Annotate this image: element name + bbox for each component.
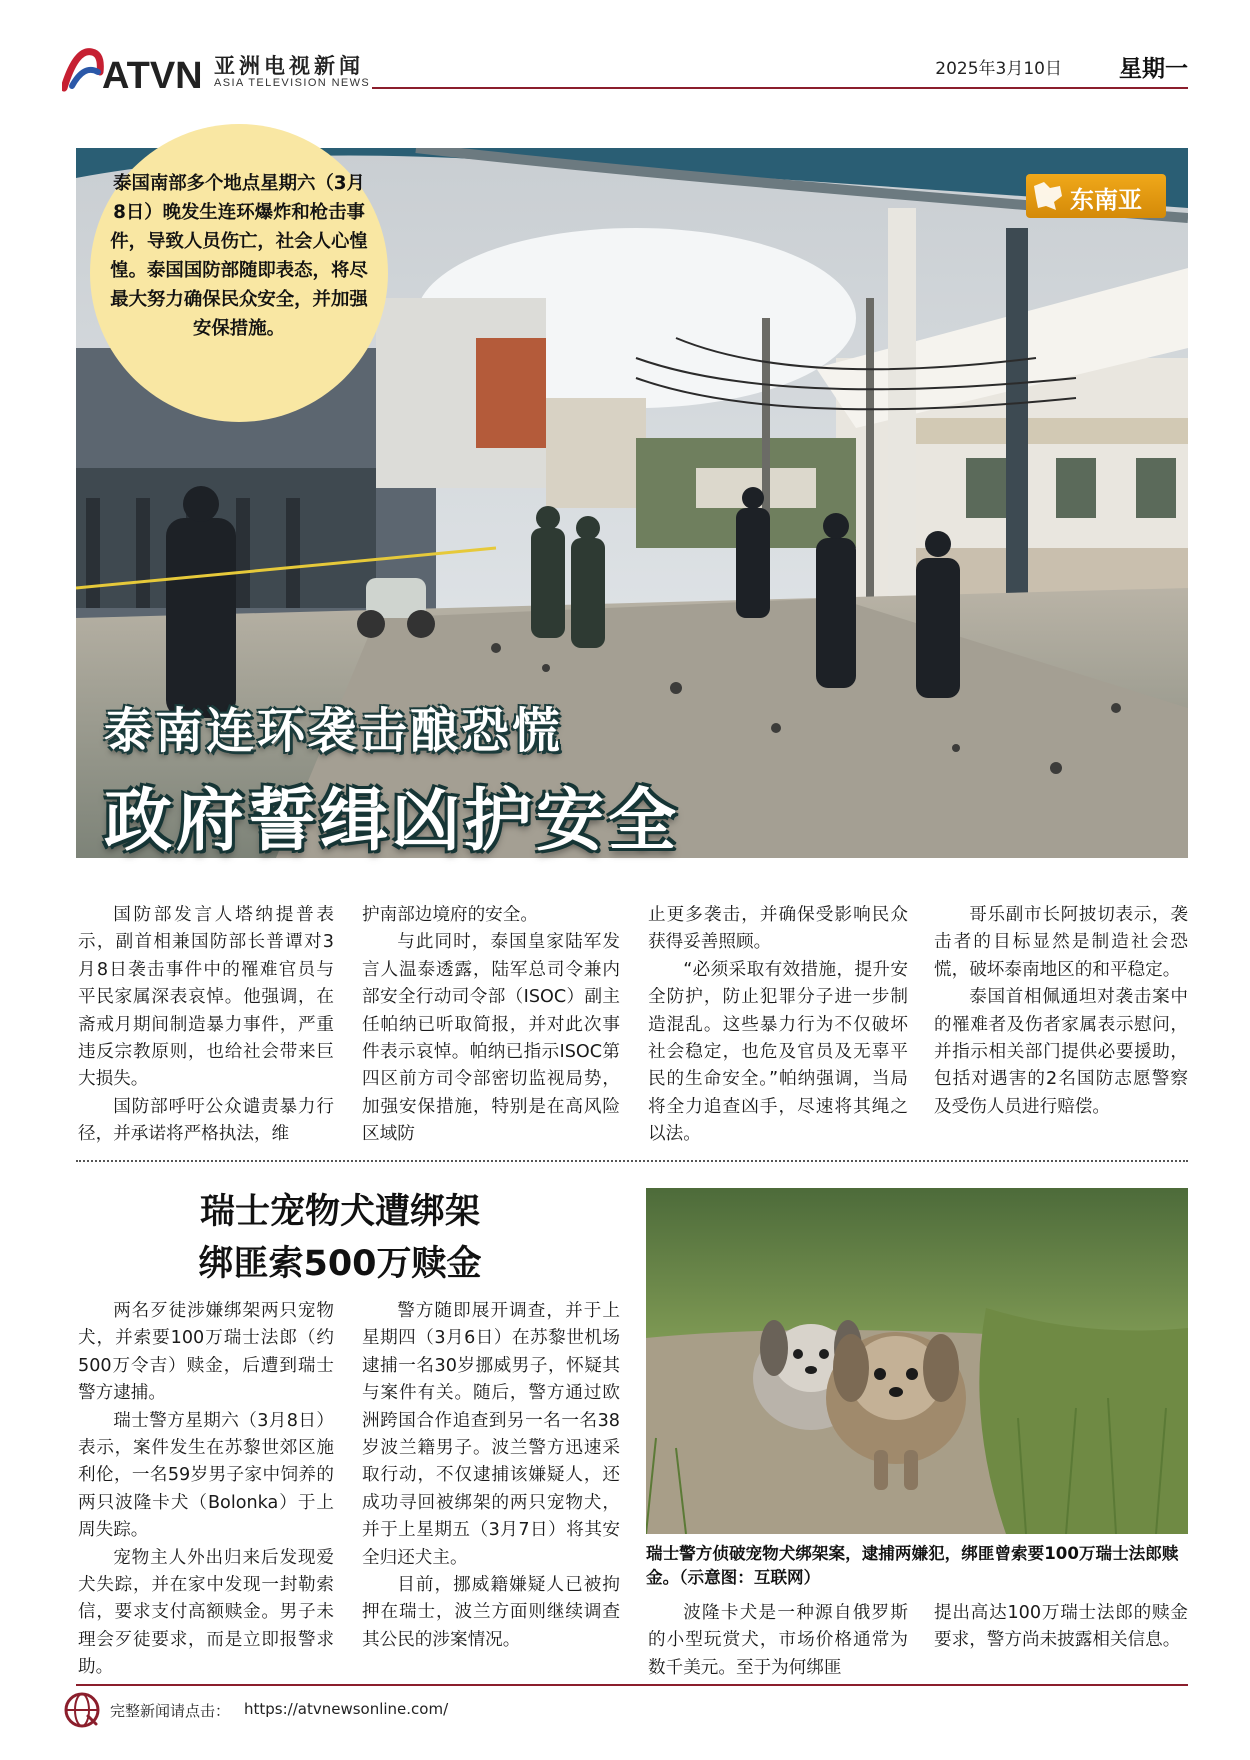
paragraph: “必须采取有效措施，提升安全防护，防止犯罪分子进一步制造混乱。这些暴力行为不仅破坏社会稳定，也危及官员及无辜平民的生命安全。”帕纳强调，当局将全力追查凶手，尽速将其绳之以法。 [648,959,908,1145]
photo-caption: 瑞士警方侦破宠物犬绑架案，逮捕两嫌犯，绑匪曾索要100万瑞士法郎赎金。（示意图：互联网） [646,1544,1179,1587]
story1-column-2 [362,902,620,1149]
brand-name-en: ASIA TELEVISION NEWS [214,77,371,89]
headline-line-2: 政府誓缉凶护安全 [104,782,681,861]
issue-date: 2025年3月10日 [935,59,1062,79]
paragraph: 与此同时，泰国皇家陆军发言人温泰透露，陆军总司令兼内部安全行动司令部（ISOC）副主任帕纳已听取简报，并对此次事件表示哀悼。帕纳已指示ISOC第四区前方司令部密切监视局势，加强安保措施，特别是在高风险区域防 [362,932,620,1145]
header-rule [372,87,1188,89]
paragraph: 哥乐副市长阿披切表示，袭击者的目标显然是制造社会恐慌，破坏泰南地区的和平稳定。 [934,905,1188,980]
story2-column-1 [78,1298,334,1682]
issue-weekday: 星期一 [1119,56,1188,82]
atvn-logo [62,42,202,98]
story2-column-3 [648,1600,908,1682]
footer-label: 完整新闻请点击： [110,1702,231,1720]
paragraph: 止更多袭击，并确保受影响民众获得妥善照顾。 [648,905,908,953]
brand-name-cn: 亚洲电视新闻 [214,54,364,78]
dog-photo [646,1188,1188,1534]
section-divider [76,1160,1188,1162]
story1-column-3 [648,902,908,1149]
paragraph: 护南部边境府的安全。 [362,905,538,925]
globe-icon [62,1690,102,1730]
story2-headline [100,1186,580,1290]
paragraph: 目前，挪威籍嫌疑人已被拘押在瑞士，波兰方面则继续调查其公民的涉案情况。 [362,1575,620,1650]
paragraph: 两名歹徒涉嫌绑架两只宠物犬，并索要100万瑞士法郎（约500万令吉）赎金，后遭到瑞士警方逮捕。 [78,1301,334,1404]
lede-circle [90,124,388,422]
story2-column-2 [362,1298,620,1654]
headline-line-1: 泰南连环袭击酿恐慌 [104,703,564,759]
paragraph: 瑞士警方星期六（3月8日）表示，案件发生在苏黎世郊区施利伦，一名59岁男子家中饲养的两只波隆卡犬（Bolonka）于上周失踪。 [78,1410,334,1541]
main-headline [104,692,1104,864]
map-icon [1030,178,1066,214]
footer-link[interactable]: https://atvnewsonline.com/ [244,1700,449,1718]
paragraph: 泰国首相佩通坦对袭击案中的罹难者及伤者家属表示慰问，并指示相关部门提供必要援助，包括对遇害的2名国防志愿警察及受伤人员进行赔偿。 [934,987,1188,1117]
lede-text: 泰国南部多个地点星期六（3月8日）晚发生连环爆炸和枪击事件，导致人员伤亡，社会人心惶惶。泰国国防部随即表态，将尽最大努力确保民众安全，并加强安保措施。 [110,173,368,339]
footer-rule [76,1684,1188,1686]
paragraph: 提出高达100万瑞士法郎的赎金要求，警方尚未披露相关信息。 [934,1603,1188,1651]
story1-column-1 [78,902,334,1149]
story1-column-4 [934,902,1188,1121]
story2-headline-line-2: 绑匪索500万赎金 [198,1244,482,1284]
paragraph: 宠物主人外出归来后发现爱犬失踪，并在家中发现一封勒索信，要求支付高额赎金。男子未理会歹徒要求，而是立即报警求助。 [78,1547,334,1678]
region-badge [1026,174,1166,218]
region-badge-label: 东南亚 [1070,186,1142,214]
story2-headline-line-1: 瑞士宠物犬遭绑架 [199,1192,480,1232]
paragraph: 国防部呼吁公众谴责暴力行径，并承诺将严格执法，维 [78,1096,334,1145]
paragraph: 警方随即展开调查，并于上星期四（3月6日）在苏黎世机场逮捕一名30岁挪威男子，怀疑其与案件有关。随后，警方通过欧洲跨国合作追查到另一名一名38岁波兰籍男子。波兰警方迅速采取行动，不仅逮捕该嫌疑人，还成功寻回被绑架的两只宠物犬，并于上星期五（3月7日）将其安全归还犬主。 [362,1301,620,1568]
story2-column-4 [934,1600,1188,1655]
paragraph: 波隆卡犬是一种源自俄罗斯的小型玩赏犬，市场价格通常为数千美元。至于为何绑匪 [648,1603,908,1678]
paragraph: 国防部发言人塔纳提普表示，副首相兼国防部长普谭对3月8日袭击事件中的罹难官员与平民家属深表哀悼。他强调，在斋戒月期间制造暴力事件，严重违反宗教原则，也给社会带来巨大损失。 [78,905,334,1090]
logo-wordmark: ATVN [102,55,202,97]
